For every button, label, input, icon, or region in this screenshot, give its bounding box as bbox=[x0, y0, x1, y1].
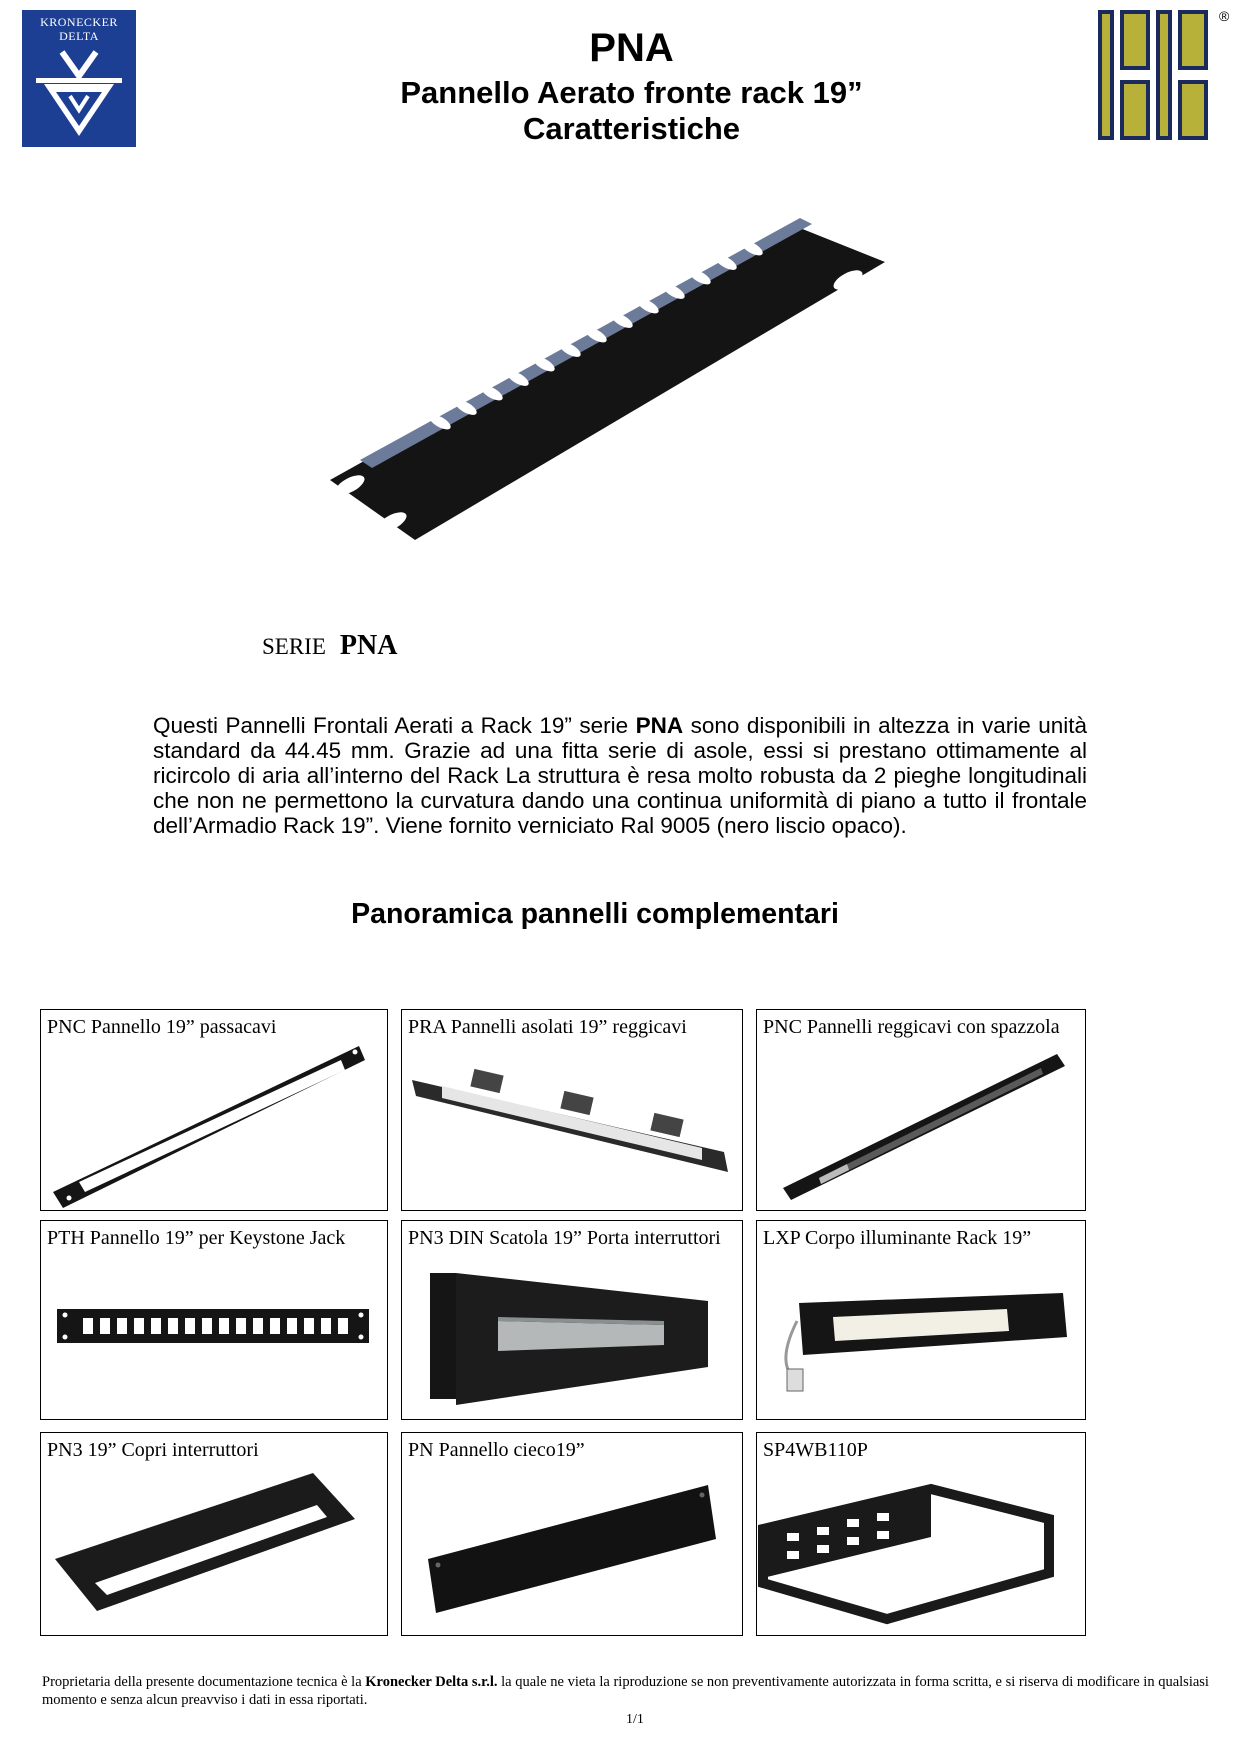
vent-slot bbox=[547, 319, 573, 340]
keystone-slot bbox=[185, 1318, 195, 1334]
product-card-pn3-copri bbox=[40, 1432, 388, 1636]
vent-slot bbox=[469, 363, 495, 384]
pn3-din-image bbox=[402, 1221, 744, 1421]
serie-code: PNA bbox=[339, 630, 398, 661]
keystone-slot bbox=[236, 1318, 246, 1334]
page-subtitle: Pannello Aerato fronte rack 19” bbox=[400, 75, 863, 110]
serie-label bbox=[262, 630, 397, 662]
logo-text-line1: KRONECKER bbox=[40, 15, 118, 29]
product-label: PRA Pannelli asolati 19” reggicavi bbox=[408, 1016, 687, 1038]
product-label: PTH Pannello 19” per Keystone Jack bbox=[47, 1227, 346, 1249]
vent-slot bbox=[417, 392, 443, 413]
keystone-slot bbox=[270, 1318, 280, 1334]
keystone-slot bbox=[151, 1318, 161, 1334]
product-card-pn3-din bbox=[401, 1220, 743, 1420]
vent-slot bbox=[625, 276, 651, 297]
vent-slot bbox=[703, 232, 729, 253]
keystone-slot bbox=[219, 1318, 229, 1334]
product-description bbox=[153, 713, 1087, 838]
keystone-slot bbox=[134, 1318, 144, 1334]
pra-reggicavi-image bbox=[402, 1010, 744, 1212]
registered-mark: ® bbox=[1219, 8, 1230, 24]
product-label: PNC Pannelli reggicavi con spazzola bbox=[763, 1016, 1060, 1038]
description-text-1: Questi Pannelli Frontali Aerati a Rack 19” serie bbox=[153, 713, 636, 738]
page-subtitle-2: Caratteristiche bbox=[522, 111, 741, 146]
product-label: LXP Corpo illuminante Rack 19” bbox=[763, 1227, 1032, 1249]
product-label: PNC Pannello 19” passacavi bbox=[47, 1016, 277, 1038]
vent-slot bbox=[495, 348, 521, 369]
product-card-sp4wb110p bbox=[756, 1432, 1086, 1636]
product-card-lxp bbox=[756, 1220, 1086, 1420]
product-label: PN3 DIN Scatola 19” Porta interruttori bbox=[408, 1227, 721, 1249]
vent-slot bbox=[599, 290, 625, 311]
description-text-2: sono disponibili in altezza in varie unità standard da 44.45 mm. Grazie ad una fitta serie di asole, essi si prestano ottimamente al ricircolo di aria all’interno del Rack La struttura è resa molto robusta da 2 pieghe longitudinali che non ne permettono la curvatura dando una continua uniformità di piano a tutto il frontale dell’Armadio Rack 19”. Viene fornito verniciato Ral 9005 (nero liscio opaco). bbox=[153, 713, 1087, 838]
pn3-copri-image bbox=[41, 1433, 389, 1637]
vent-slot bbox=[573, 305, 599, 326]
keystone-slot bbox=[253, 1318, 263, 1334]
keystone-slot bbox=[83, 1318, 93, 1334]
product-label: SP4WB110P bbox=[763, 1439, 868, 1461]
lxp-light-image bbox=[757, 1221, 1087, 1421]
page-title: PNA bbox=[589, 26, 674, 70]
pn-cieco-image bbox=[402, 1433, 744, 1637]
vent-slot bbox=[443, 377, 469, 398]
description-bold: PNA bbox=[635, 713, 684, 738]
footer-text-1: Proprietaria della presente documentazione tecnica è la bbox=[42, 1674, 366, 1690]
pth-keystone-image bbox=[41, 1221, 389, 1421]
product-label: PN3 19” Copri interruttori bbox=[47, 1439, 259, 1461]
serie-label-text: SERIE bbox=[262, 634, 326, 659]
pna-panel-image bbox=[320, 210, 900, 550]
logo-text-line2: DELTA bbox=[59, 29, 99, 43]
product-label: PN Pannello cieco19” bbox=[408, 1439, 585, 1461]
footer-company: Kronecker Delta s.r.l. bbox=[365, 1674, 498, 1690]
keystone-slot bbox=[321, 1318, 331, 1334]
product-card-pra-reggicavi bbox=[401, 1009, 743, 1211]
pnc-spazzola-image bbox=[757, 1010, 1087, 1212]
section-title: Panoramica pannelli complementari bbox=[351, 898, 839, 930]
pnc-passacavi-image bbox=[41, 1010, 389, 1212]
footer-disclaimer bbox=[42, 1673, 1222, 1709]
keystone-slot bbox=[304, 1318, 314, 1334]
page-number: 1/1 bbox=[626, 1712, 644, 1727]
sp4wb110p-image bbox=[757, 1433, 1087, 1637]
vent-slot bbox=[651, 261, 677, 282]
product-card-pn-cieco bbox=[401, 1432, 743, 1636]
product-card-pnc-passacavi bbox=[40, 1009, 388, 1211]
product-card-pnc-spazzola bbox=[756, 1009, 1086, 1211]
keystone-slot bbox=[100, 1318, 110, 1334]
footer-text-2: la quale ne vieta la riproduzione se non preventivamente autorizzata in forma scritta, e si riserva di modificare in qualsiasi momento e senza alcun preavviso i dati in essa riportati. bbox=[42, 1674, 1209, 1708]
kd-monogram-logo-icon bbox=[1098, 10, 1228, 145]
keystone-slot bbox=[117, 1318, 127, 1334]
keystone-slot bbox=[202, 1318, 212, 1334]
vent-slot bbox=[521, 334, 547, 355]
keystone-slot bbox=[287, 1318, 297, 1334]
keystone-slot bbox=[168, 1318, 178, 1334]
product-card-pth-keystone bbox=[40, 1220, 388, 1420]
keystone-slot bbox=[338, 1318, 348, 1334]
vent-slot bbox=[677, 247, 703, 268]
